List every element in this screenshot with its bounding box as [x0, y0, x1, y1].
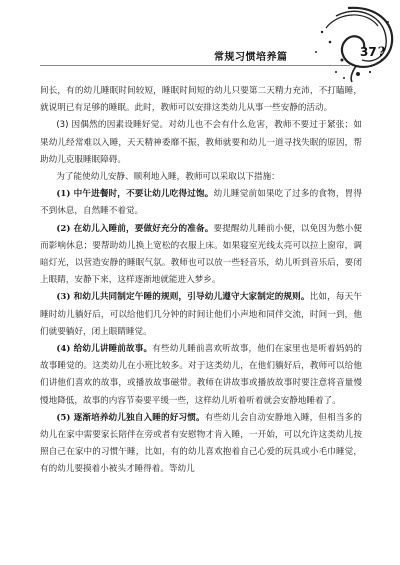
- page-header: [0, 0, 400, 70]
- paragraph: [40, 289, 362, 341]
- paragraph: [40, 410, 362, 479]
- paragraph-text: 比如，每天午睡时幼儿躺好后，可以给他们几分钟的时间让他们小声地和同伴交流，时间一到，他们就要躺好，闭上眼睛睡觉。: [40, 292, 362, 337]
- paragraph-text: 有些幼儿睡前喜欢听故事，他们在家里也是听着妈妈的故事睡觉的。这类幼儿在小班比较多。对于这类幼儿，在他们躺好后，教师可以给他们讲他们喜欢的故事，或播放故事磁带。教师在讲故事或播放故事时要注意将音量慢慢地降低，故事的内容节奏要平缓一些，这样幼儿听着听着就会安静地睡着了。: [40, 344, 362, 406]
- paragraph: [40, 341, 362, 410]
- paragraph: [40, 186, 362, 220]
- swirl-decoration-icon: [296, 2, 400, 84]
- paragraph-text: 有些幼儿会自动安静地入睡，但相当多的幼儿在家中需要家长陪伴在旁或者有安慰物才肯入睡，一开始，可以允许这类幼儿按照自己在家中的习惯午睡，比如，有的幼儿喜欢抱着自己心爱的玩具或小毛巾睡觉，有的幼儿要摸着小被头才睡得着。等幼儿: [40, 412, 362, 475]
- running-header-title: 常规习惯培养篇: [214, 52, 288, 63]
- paragraph-text: 间长，有的幼儿睡眠时间较短，睡眠时间短的幼儿只要第二天精力充沛，不打瞌睡，就说明已有足够的睡眠。此时，教师可以安排这类幼儿从事一些安静的活动。: [40, 86, 362, 114]
- body-text: [40, 83, 362, 479]
- paragraph: [40, 169, 362, 186]
- paragraph-lead: (4) 给幼儿讲睡前故事。: [56, 344, 153, 355]
- paragraph-lead: (5) 逐渐培养幼儿独自入睡的好习惯。: [56, 412, 205, 423]
- paragraph-text: 幼儿睡觉前如果吃了过多的食物，胃得不到休息，自然睡不着觉。: [40, 189, 362, 217]
- page-number-value: 37: [360, 45, 377, 59]
- paragraph: [40, 221, 362, 290]
- paragraph-text: (3) 因偶然的因素设睡好觉。对幼儿也不会有什么危害，教师不要过于紧张；如果幼儿经常难以入睡，天天精神委靡不振，教师就要和幼儿一道寻找失眠的原因，帮助幼儿克服睡眠障碍。: [40, 120, 362, 165]
- paragraph: [40, 83, 362, 117]
- paragraph-text: 为了能使幼儿安静、顺利地入睡，教师可以采取以下措施：: [56, 172, 280, 183]
- header-rule: [40, 65, 350, 66]
- page-number: [360, 45, 385, 60]
- question-mark-icon: ?: [377, 45, 386, 60]
- paragraph-lead: (3) 和幼儿共同制定午睡的规则，引导幼儿遵守大家制定的规则。: [56, 292, 310, 303]
- paragraph: [40, 117, 362, 169]
- paragraph-lead: (2) 在幼儿入睡前，要做好充分的准备。: [56, 223, 214, 234]
- paragraph-lead: (1) 中午进餐时，不要让幼儿吃得过饱。: [56, 189, 214, 200]
- paragraph-text: 要提醒幼儿睡前小便，以免因为憋小便而影响休息；要帮助幼儿换上宽松的衣服上床。如果寝室光线太亮可以拉上窗帘，调暗灯光，以营造安静的睡眠气氛。教师也可以放一些轻音乐，幼儿听到音乐后，要闭上眼睛，安静下来，这样逐渐地就能进入梦乡。: [40, 223, 362, 286]
